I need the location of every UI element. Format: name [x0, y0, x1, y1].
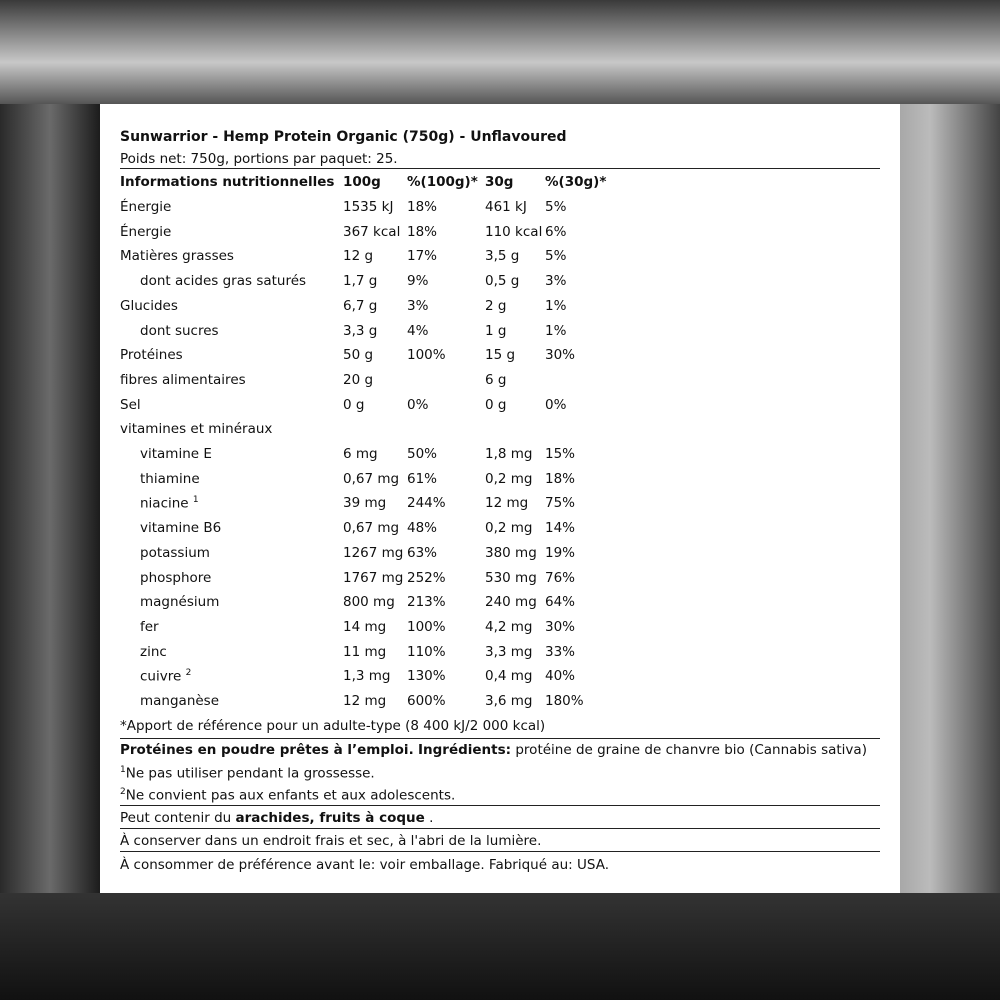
nutrient-value: 1,3 mg [343, 668, 391, 685]
table-row [100, 372, 900, 396]
note-2 [120, 787, 455, 804]
product-title: Sunwarrior - Hemp Protein Organic (750g) - Unflavoured [120, 129, 567, 145]
table-row [100, 495, 900, 519]
nutrient-value: 5% [545, 248, 567, 265]
nutrient-value: 0,4 mg [485, 668, 533, 685]
nutrient-value: 6 mg [343, 446, 378, 462]
nutrient-value: 50 g [343, 347, 374, 364]
nutrient-value: 14% [545, 520, 576, 537]
nutrient-name [120, 421, 272, 437]
table-row [100, 224, 900, 248]
divider [120, 738, 880, 739]
nutrient-value: 15% [545, 446, 576, 462]
nutrient-name [140, 520, 221, 536]
nutrient-label: thiamine [140, 470, 200, 487]
background-photo-top [0, 0, 1000, 104]
nutrient-value: 3,6 mg [485, 693, 533, 709]
nutrient-value: 9% [407, 273, 429, 290]
nutrient-value: 1 g [485, 322, 507, 339]
net-weight: Poids net: 750g, portions par paquet: 25. [120, 151, 398, 167]
note-text: Ne convient pas aux enfants et aux adolescents. [125, 787, 456, 804]
nutrient-value: 17% [407, 248, 438, 265]
allergens [120, 810, 433, 826]
nutrient-value: 63% [407, 544, 438, 561]
nutrient-label: magnésium [140, 594, 220, 611]
nutrient-value: 18% [407, 223, 438, 240]
reference-intake-note: *Apport de référence pour un adulte-type (8 400 kJ/2 000 kcal) [120, 718, 546, 734]
table-row [100, 421, 900, 445]
table-row [100, 520, 900, 544]
table-row [100, 323, 900, 347]
nutrient-name [140, 545, 210, 561]
column-header: Informations nutritionnelles [120, 174, 335, 190]
table-row [100, 248, 900, 272]
nutrient-value: 530 mg [485, 569, 537, 586]
nutrient-value: 1% [545, 297, 567, 314]
nutrient-value: 20 g [343, 371, 374, 388]
nutrient-value: 0,5 g [485, 273, 520, 290]
nutrient-name [120, 372, 246, 388]
nutrient-name [140, 644, 167, 660]
nutrient-label: Énergie [120, 199, 172, 215]
table-row [100, 668, 900, 692]
nutrient-label: zinc [140, 643, 167, 660]
nutrient-value: 30% [545, 347, 576, 364]
note-text: Ne pas utiliser pendant la grossesse. [125, 765, 375, 782]
allergens-items: arachides, fruits à coque [235, 810, 425, 826]
table-row [100, 298, 900, 322]
nutrient-value: 110 kcal [485, 223, 543, 240]
nutrient-name [120, 347, 183, 363]
nutrient-label: fer [140, 618, 159, 635]
nutrient-value: 3,5 g [485, 248, 520, 265]
column-header: %(100g)* [407, 174, 478, 190]
nutrient-name [140, 471, 200, 487]
note-1 [120, 765, 375, 782]
nutrient-value: 2 g [485, 297, 507, 314]
nutrient-value: 5% [545, 199, 567, 215]
nutrient-name [140, 495, 199, 512]
note-marker: 1 [120, 765, 126, 775]
nutrient-name [140, 693, 219, 709]
table-header [100, 174, 900, 198]
nutrient-value: 12 mg [343, 693, 387, 709]
nutrient-name [140, 619, 159, 635]
nutrient-name [140, 594, 219, 610]
nutrient-value: 240 mg [485, 594, 537, 611]
nutrient-label: cuivre [140, 668, 182, 685]
divider [120, 168, 880, 169]
table-row [100, 644, 900, 668]
nutrient-label: vitamine E [140, 446, 212, 462]
nutrient-label: phosphore [140, 569, 212, 586]
allergens-prefix: Peut contenir du [120, 810, 232, 826]
nutrient-value: 110% [407, 643, 446, 660]
note-marker: 2 [120, 787, 126, 797]
table-row [100, 545, 900, 569]
nutrient-value: 1767 mg [343, 569, 404, 586]
nutrient-value: 100% [407, 347, 446, 364]
nutrient-name [120, 248, 234, 264]
nutrient-value: 48% [407, 520, 438, 537]
nutrient-label: Glucides [120, 297, 178, 314]
table-row [100, 199, 900, 223]
nutrient-value: 1535 kJ [343, 199, 394, 215]
nutrient-value: 800 mg [343, 594, 395, 611]
nutrient-label: fibres alimentaires [120, 371, 246, 388]
nutrient-value: 50% [407, 446, 438, 462]
table-row [100, 471, 900, 495]
nutrient-value: 0% [545, 396, 567, 413]
nutrient-label: manganèse [140, 693, 220, 709]
nutrient-value: 76% [545, 569, 576, 586]
nutrient-value: 18% [545, 470, 576, 487]
nutrient-value: 18% [407, 199, 438, 215]
nutrient-value: 39 mg [343, 495, 387, 512]
nutrient-value: 461 kJ [485, 199, 527, 215]
nutrient-label: Sel [120, 396, 141, 413]
footnote-marker: 2 [185, 668, 192, 679]
nutrient-label: Protéines [120, 347, 183, 364]
nutrient-name [140, 570, 211, 586]
nutrient-value: 213% [407, 594, 446, 611]
nutrient-value: 11 mg [343, 643, 387, 660]
nutrient-value: 6 g [485, 371, 507, 388]
nutrient-value: 180% [545, 693, 584, 709]
background-photo-bottom [0, 893, 1000, 1000]
nutrient-value: 64% [545, 594, 576, 611]
nutrient-value: 1267 mg [343, 544, 404, 561]
column-header: %(30g)* [545, 174, 607, 190]
divider [120, 805, 880, 806]
table-row [100, 273, 900, 297]
nutrition-label [100, 104, 900, 893]
nutrient-value: 61% [407, 470, 438, 487]
nutrient-value: 4% [407, 322, 429, 339]
nutrient-value: 1,7 g [343, 273, 378, 290]
footnote-marker: 1 [192, 495, 199, 506]
ingredients-text: protéine de graine de chanvre bio (Cannabis sativa) [515, 742, 867, 758]
nutrient-value: 0,2 mg [485, 470, 533, 487]
nutrient-value: 4,2 mg [485, 618, 533, 635]
nutrient-label: dont acides gras saturés [140, 273, 307, 290]
nutrient-value: 33% [545, 643, 576, 660]
nutrient-value: 19% [545, 544, 576, 561]
table-row [100, 570, 900, 594]
nutrient-value: 6,7 g [343, 297, 378, 314]
nutrient-value: 367 kcal [343, 223, 401, 240]
nutrient-name [120, 397, 141, 413]
nutrient-label: Énergie [120, 223, 172, 240]
ingredients-label: Ingrédients: [418, 742, 512, 758]
nutrient-name [120, 298, 178, 314]
nutrient-name [140, 668, 191, 685]
nutrient-value: 0,2 mg [485, 520, 533, 537]
column-header: 100g [343, 174, 381, 190]
divider [120, 851, 880, 852]
table-row [100, 619, 900, 643]
nutrient-name [140, 323, 219, 339]
nutrient-label: Matières grasses [120, 248, 234, 265]
nutrient-value: 0 g [485, 396, 507, 413]
nutrient-value: 380 mg [485, 544, 537, 561]
nutrient-value: 12 g [343, 248, 374, 265]
best-before: À consommer de préférence avant le: voir emballage. Fabriqué au: USA. [120, 857, 609, 873]
table-row [100, 446, 900, 470]
nutrient-value: 0 g [343, 396, 365, 413]
nutrient-label: potassium [140, 544, 210, 561]
nutrient-value: 0,67 mg [343, 520, 400, 537]
nutrient-value: 252% [407, 569, 446, 586]
nutrient-value: 0% [407, 396, 429, 413]
table-row [100, 594, 900, 618]
nutrient-value: 1,8 mg [485, 446, 533, 462]
nutrient-value: 30% [545, 618, 576, 635]
nutrient-name [140, 273, 306, 289]
nutrient-label: dont sucres [140, 322, 219, 339]
nutrient-label: vitamine B6 [140, 520, 222, 537]
divider [120, 828, 880, 829]
nutrient-value: 12 mg [485, 495, 529, 512]
nutrient-value: 0,67 mg [343, 470, 400, 487]
nutrient-value: 6% [545, 223, 567, 240]
table-row [100, 347, 900, 371]
nutrient-value: 40% [545, 668, 576, 685]
nutrient-name [140, 446, 212, 462]
nutrient-value: 14 mg [343, 618, 387, 635]
nutrient-value: 15 g [485, 347, 516, 364]
nutrient-value: 75% [545, 495, 576, 512]
nutrient-value: 244% [407, 495, 446, 512]
nutrient-value: 1% [545, 322, 567, 339]
product-type: Protéines en poudre prêtes à l’emploi. [120, 742, 414, 758]
column-header: 30g [485, 174, 514, 190]
storage: À conserver dans un endroit frais et sec, à l'abri de la lumière. [120, 833, 542, 849]
ingredients [120, 742, 867, 758]
nutrient-value: 130% [407, 668, 446, 685]
nutrient-name [120, 199, 171, 215]
nutrient-value: 3,3 g [343, 322, 378, 339]
allergens-suffix: . [429, 810, 434, 826]
nutrient-label: vitamines et minéraux [120, 421, 273, 438]
table-row [100, 693, 900, 717]
nutrient-value: 600% [407, 693, 446, 709]
nutrient-name [120, 224, 171, 240]
nutrient-value: 3% [545, 273, 567, 290]
table-row [100, 397, 900, 421]
nutrient-value: 3% [407, 297, 429, 314]
nutrient-value: 3,3 mg [485, 643, 533, 660]
nutrient-label: niacine [140, 495, 189, 512]
nutrient-value: 100% [407, 618, 446, 635]
